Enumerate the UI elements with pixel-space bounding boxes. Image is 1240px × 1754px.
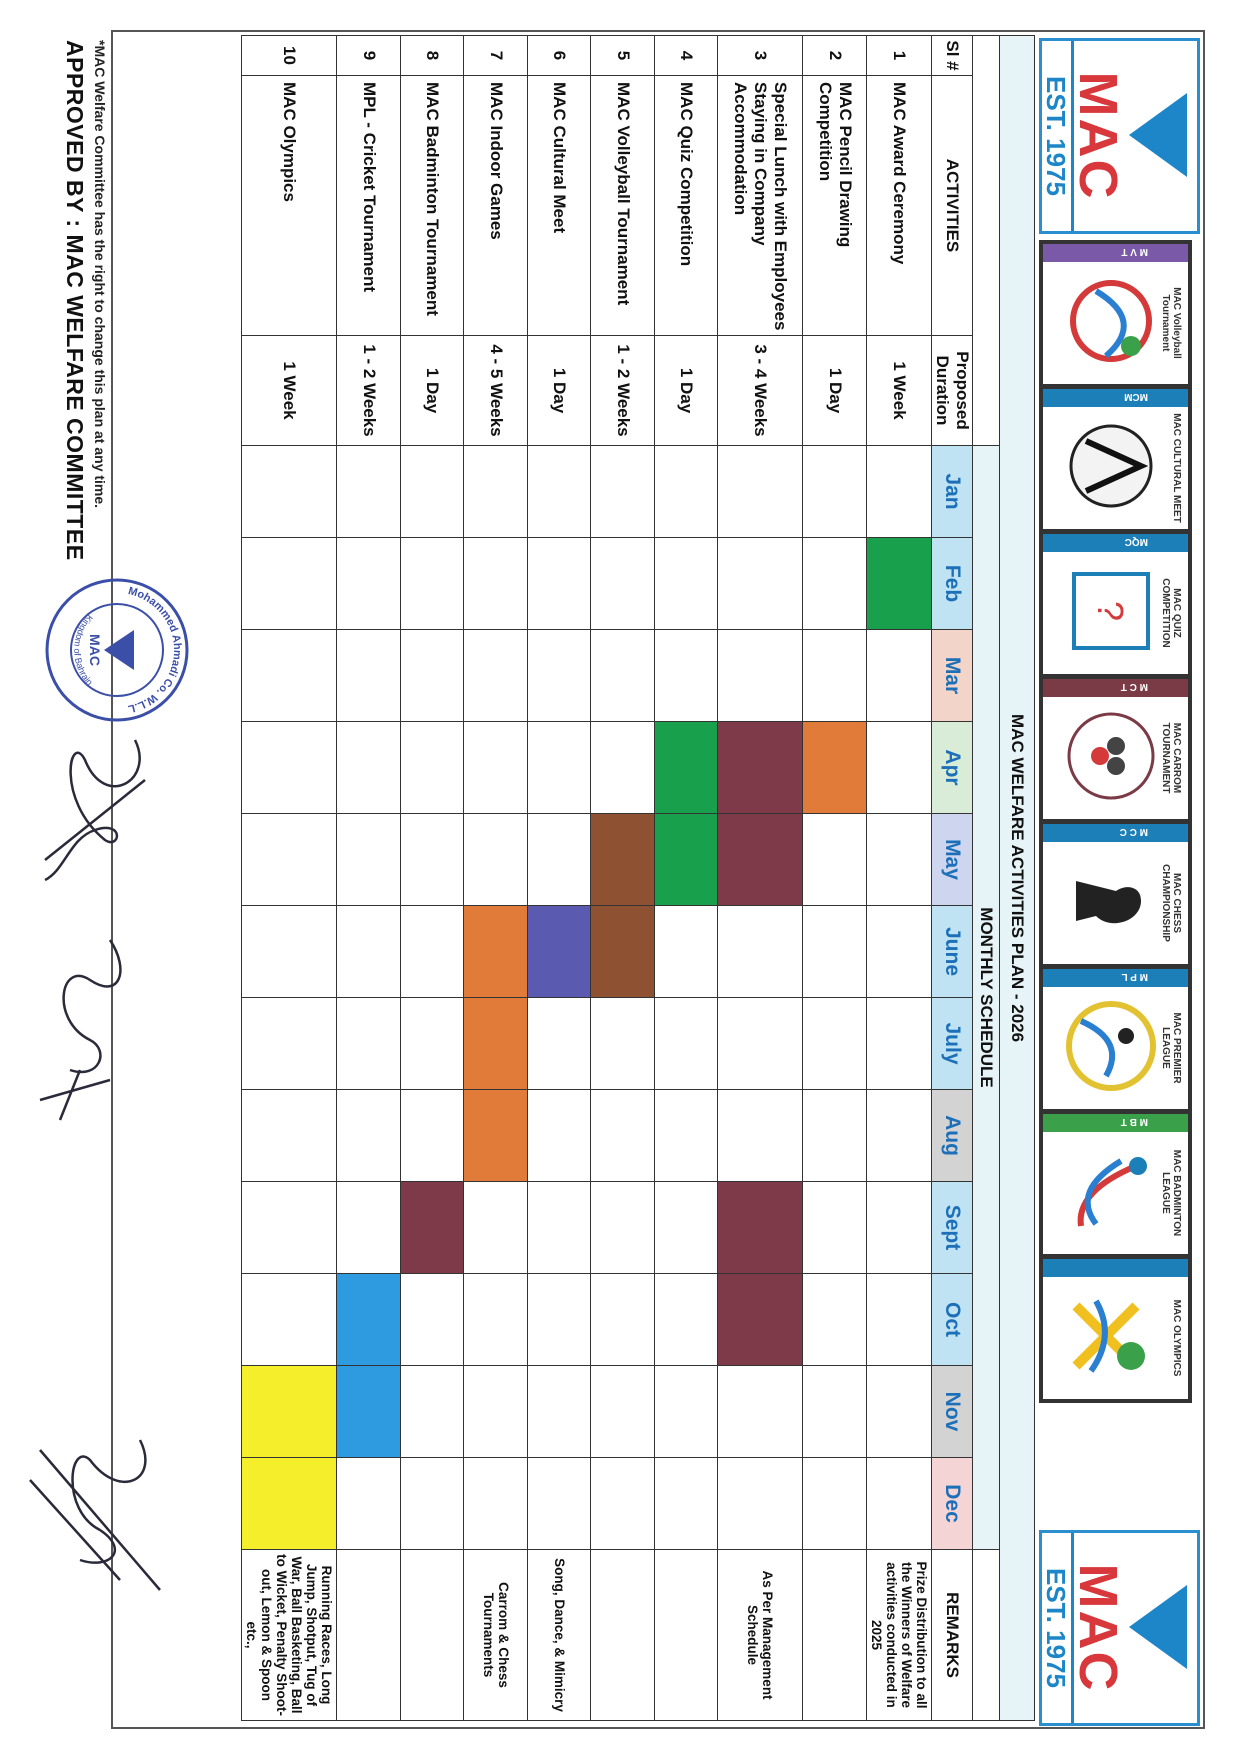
schedule-cell-active: [242, 1458, 337, 1550]
activities-header: ACTIVITIES: [932, 76, 973, 336]
month-header: July: [932, 998, 973, 1090]
schedule-cell: [464, 814, 528, 906]
schedule-cell: [655, 446, 719, 538]
schedule-cell: [591, 630, 655, 722]
schedule-cell-active: [655, 722, 719, 814]
schedule-cell: [867, 1182, 932, 1274]
schedule-cell: [337, 446, 401, 538]
row-activity-name: MAC Badminton Tournament: [401, 76, 465, 336]
schedule-cell: [337, 814, 401, 906]
schedule-cell: [337, 1458, 401, 1550]
mac-logo-right: MAC EST. 1975: [1039, 1530, 1200, 1726]
schedule-cell-active: [464, 998, 528, 1090]
schedule-cell: [401, 722, 465, 814]
row-sl-number: 5: [591, 36, 655, 76]
footnote: *MAC Welfare Committee has the right to change this plan at any time.: [92, 40, 108, 509]
schedule-cell: [528, 1090, 592, 1182]
event-badge: [1039, 1255, 1192, 1403]
schedule-cell: [401, 538, 465, 630]
schedule-cell: [591, 722, 655, 814]
badge-emblem-icon: [1051, 1136, 1166, 1246]
schedule-cell: [718, 538, 803, 630]
row-sl-number: 1: [867, 36, 932, 76]
schedule-cell: [337, 906, 401, 998]
row-duration: 1 Week: [867, 336, 932, 446]
schedule-cell: [401, 906, 465, 998]
badge-emblem-icon: [1051, 1281, 1166, 1391]
schedule-cell: [803, 1090, 867, 1182]
schedule-cell-active: [718, 722, 803, 814]
row-remarks: [591, 1550, 655, 1721]
event-badge: [1039, 820, 1192, 968]
schedule-cell: [867, 1458, 932, 1550]
schedule-cell: [464, 630, 528, 722]
badge-color-bar: [1043, 1259, 1188, 1277]
schedule-cell: [803, 1274, 867, 1366]
plan-subtitle: MONTHLY SCHEDULE: [973, 446, 1000, 1550]
schedule-cell: [591, 1182, 655, 1274]
schedule-cell: [867, 906, 932, 998]
row-remarks: Prize Distribution to all the Winners of Welfare activities conducted in 2025: [867, 1550, 932, 1721]
schedule-cell: [401, 1458, 465, 1550]
badge-code: M C T: [1120, 681, 1148, 692]
schedule-cell: [718, 1458, 803, 1550]
event-badge: [1039, 385, 1192, 533]
badge-emblem-icon: [1051, 556, 1166, 666]
row-duration: 1 - 2 Weeks: [591, 336, 655, 446]
schedule-cell: [464, 446, 528, 538]
row-activity-name: MAC Quiz Competition: [655, 76, 719, 336]
schedule-cell: [464, 538, 528, 630]
row-sl-number: 10: [242, 36, 337, 76]
event-badge: [1039, 675, 1192, 823]
schedule-cell: [867, 1090, 932, 1182]
schedule-cell-active: [655, 814, 719, 906]
schedule-cell: [718, 630, 803, 722]
schedule-cell: [242, 538, 337, 630]
schedule-cell-active: [718, 1274, 803, 1366]
schedule-cell-active: [591, 814, 655, 906]
schedule-cell: [464, 1274, 528, 1366]
schedule-cell: [464, 1458, 528, 1550]
badge-code: MQC: [1124, 536, 1148, 547]
approved-by: APPROVED BY : MAC WELFARE COMMITTEE: [62, 40, 88, 561]
schedule-cell-active: [242, 1366, 337, 1458]
row-activity-name: MAC Olympics: [242, 76, 337, 336]
schedule-cell: [803, 814, 867, 906]
row-sl-number: 8: [401, 36, 465, 76]
event-badge: [1039, 965, 1192, 1113]
schedule-cell-active: [718, 1182, 803, 1274]
activity-row: [242, 36, 337, 1721]
event-badge: [1039, 240, 1192, 388]
month-header: Feb: [932, 538, 973, 630]
schedule-cell-active: [464, 906, 528, 998]
badge-color-bar: [1043, 969, 1188, 987]
svg-text:Mohammed Ahmadi Co. W.L.L: Mohammed Ahmadi Co. W.L.L: [126, 585, 184, 715]
badge-code: MCM: [1124, 391, 1148, 402]
schedule-cell: [803, 538, 867, 630]
schedule-cell: [401, 1090, 465, 1182]
activity-row: [718, 36, 803, 1721]
schedule-cell-active: [528, 906, 592, 998]
schedule-cell-active: [591, 906, 655, 998]
badge-caption: MAC BADMINTON LEAGUE: [1160, 1149, 1182, 1237]
schedule-cell: [528, 1274, 592, 1366]
badge-code: M C C: [1119, 826, 1148, 837]
row-activity-name: MAC Cultural Meet: [528, 76, 592, 336]
row-activity-name: MAC Pencil Drawing Competition: [803, 76, 867, 336]
schedule-cell: [867, 814, 932, 906]
schedule-cell: [718, 446, 803, 538]
schedule-cell-active: [867, 538, 932, 630]
row-sl-number: 6: [528, 36, 592, 76]
row-activity-name: MPL - Cricket Tournament: [337, 76, 401, 336]
activity-row: [401, 36, 465, 1721]
schedule-cell: [867, 722, 932, 814]
badge-caption: MAC Volleyball Tournament: [1160, 287, 1182, 359]
schedule-cell: [401, 630, 465, 722]
schedule-cell: [401, 814, 465, 906]
badge-code: M P L: [1121, 971, 1148, 982]
row-sl-number: 3: [718, 36, 803, 76]
schedule-cell: [655, 630, 719, 722]
signature-1: [25, 720, 165, 890]
badge-color-bar: [1043, 1114, 1188, 1132]
schedule-cell: [464, 1366, 528, 1458]
month-header: Jan: [932, 446, 973, 538]
schedule-cell: [401, 998, 465, 1090]
schedule-cell: [655, 538, 719, 630]
row-remarks: Running Races, Long Jump, Shotput, Tug of War, Ball Basketing, Ball to Wicket, Penalty Shoot-out, Lemon & Spoon etc.,: [242, 1550, 337, 1721]
row-duration: 1 - 2 Weeks: [337, 336, 401, 446]
activity-row: [655, 36, 719, 1721]
schedule-cell: [337, 630, 401, 722]
company-stamp: [42, 575, 192, 725]
month-header: May: [932, 814, 973, 906]
schedule-cell: [401, 446, 465, 538]
schedule-cell-active: [337, 1366, 401, 1458]
row-duration: 1 Day: [803, 336, 867, 446]
schedule-cell: [242, 906, 337, 998]
schedule-cell: [655, 1366, 719, 1458]
row-remarks: [803, 1550, 867, 1721]
schedule-cell: [528, 814, 592, 906]
row-activity-name: Special Lunch with Employees Staying in Company Accommodation: [718, 76, 803, 336]
month-header: Nov: [932, 1366, 973, 1458]
schedule-cell: [655, 998, 719, 1090]
plan-title: MAC WELFARE ACTIVITIES PLAN - 2026: [1000, 36, 1035, 1721]
month-header: June: [932, 906, 973, 998]
schedule-cell: [803, 446, 867, 538]
schedule-cell: [242, 446, 337, 538]
activities-plan-table: [242, 35, 1036, 1721]
month-header: Oct: [932, 1274, 973, 1366]
badge-color-bar: [1043, 824, 1188, 842]
schedule-cell: [242, 998, 337, 1090]
schedule-cell: [337, 722, 401, 814]
schedule-cell: [401, 1274, 465, 1366]
activity-row: [337, 36, 401, 1721]
schedule-cell: [718, 906, 803, 998]
schedule-cell: [337, 1090, 401, 1182]
svg-text:Kingdom of Bahrain: Kingdom of Bahrain: [72, 612, 95, 688]
remarks-header: REMARKS: [932, 1550, 973, 1721]
schedule-cell: [803, 1458, 867, 1550]
schedule-cell-active: [718, 814, 803, 906]
signature-3: [20, 1420, 180, 1610]
schedule-cell: [401, 1366, 465, 1458]
row-sl-number: 9: [337, 36, 401, 76]
row-remarks: Carrom & Chess Tournaments: [464, 1550, 528, 1721]
badge-emblem-icon: [1051, 846, 1166, 956]
row-sl-number: 4: [655, 36, 719, 76]
activity-row: [591, 36, 655, 1721]
row-duration: 1 Week: [242, 336, 337, 446]
signature-2: [30, 930, 140, 1130]
badge-caption: MAC QUIZ COMPETITION: [1160, 578, 1182, 648]
row-remarks: Song, Dance, & Mimicry: [528, 1550, 592, 1721]
row-remarks: [655, 1550, 719, 1721]
schedule-cell: [528, 538, 592, 630]
activity-row: [803, 36, 867, 1721]
badge-code: M V T: [1121, 246, 1148, 257]
svg-text:MAC: MAC: [87, 634, 103, 666]
schedule-cell: [242, 814, 337, 906]
row-sl-number: 2: [803, 36, 867, 76]
badge-code: M B T: [1120, 1116, 1148, 1127]
duration-header: Proposed Duration: [932, 336, 973, 446]
badge-color-bar: [1043, 389, 1188, 407]
badge-caption: MAC CULTURAL MEET: [1171, 413, 1182, 523]
schedule-cell: [591, 1366, 655, 1458]
badge-color-bar: [1043, 679, 1188, 697]
schedule-cell: [242, 1274, 337, 1366]
schedule-cell: [337, 998, 401, 1090]
schedule-cell: [803, 1182, 867, 1274]
badge-emblem-icon: [1051, 411, 1166, 521]
row-duration: 3 - 4 Weeks: [718, 336, 803, 446]
row-sl-number: 7: [464, 36, 528, 76]
schedule-cell: [803, 1366, 867, 1458]
event-badge: [1039, 1110, 1192, 1258]
schedule-cell: [528, 1366, 592, 1458]
row-remarks: [401, 1550, 465, 1721]
schedule-cell: [803, 630, 867, 722]
schedule-cell: [242, 630, 337, 722]
month-header: Sept: [932, 1182, 973, 1274]
schedule-cell: [591, 1274, 655, 1366]
row-activity-name: MAC Indoor Games: [464, 76, 528, 336]
schedule-cell: [528, 998, 592, 1090]
activity-row: [464, 36, 528, 1721]
row-remarks: [337, 1550, 401, 1721]
schedule-cell: [528, 722, 592, 814]
month-header: Mar: [932, 630, 973, 722]
activity-row: [528, 36, 592, 1721]
badge-caption: MAC OLYMPICS: [1171, 1299, 1182, 1377]
month-header: Dec: [932, 1458, 973, 1550]
schedule-cell-active: [803, 722, 867, 814]
schedule-cell: [655, 906, 719, 998]
row-duration: 1 Day: [655, 336, 719, 446]
row-duration: 1 Day: [401, 336, 465, 446]
sl-header: Sl #: [932, 36, 973, 76]
row-duration: 4 - 5 Weeks: [464, 336, 528, 446]
event-badge: [1039, 530, 1192, 678]
schedule-cell: [867, 446, 932, 538]
schedule-cell: [718, 1090, 803, 1182]
schedule-cell: [655, 1458, 719, 1550]
schedule-cell: [718, 998, 803, 1090]
month-header: Aug: [932, 1090, 973, 1182]
schedule-cell: [803, 998, 867, 1090]
schedule-cell: [337, 1182, 401, 1274]
schedule-cell-active: [401, 1182, 465, 1274]
badge-caption: MAC PREMIER LEAGUE: [1160, 1012, 1182, 1084]
schedule-cell: [242, 1182, 337, 1274]
schedule-cell: [867, 1366, 932, 1458]
schedule-cell: [803, 906, 867, 998]
schedule-cell: [591, 538, 655, 630]
row-duration: 1 Day: [528, 336, 592, 446]
schedule-cell: [867, 630, 932, 722]
badge-emblem-icon: [1051, 266, 1166, 376]
schedule-cell: [528, 446, 592, 538]
row-activity-name: MAC Award Ceremony: [867, 76, 932, 336]
schedule-cell: [464, 1182, 528, 1274]
schedule-cell: [591, 1458, 655, 1550]
badge-caption: MAC CARROM TOURNAMENT: [1160, 722, 1182, 794]
schedule-cell: [242, 722, 337, 814]
schedule-cell: [655, 1182, 719, 1274]
svg-text:?: ?: [1090, 600, 1131, 622]
schedule-cell: [591, 998, 655, 1090]
schedule-cell: [591, 1090, 655, 1182]
badge-caption: MAC CHESS CHAMPIONSHIP: [1160, 864, 1182, 942]
schedule-cell: [867, 1274, 932, 1366]
mac-logo-left: MAC EST. 1975: [1039, 38, 1200, 234]
schedule-cell: [242, 1090, 337, 1182]
badge-color-bar: [1043, 244, 1188, 262]
schedule-cell-active: [464, 1090, 528, 1182]
schedule-cell: [867, 998, 932, 1090]
schedule-cell: [718, 1366, 803, 1458]
badge-emblem-icon: [1051, 991, 1166, 1101]
schedule-cell: [591, 446, 655, 538]
row-activity-name: MAC Volleyball Tournament: [591, 76, 655, 336]
schedule-cell-active: [337, 1274, 401, 1366]
badge-color-bar: [1043, 534, 1188, 552]
badge-emblem-icon: [1051, 701, 1166, 811]
schedule-cell: [528, 630, 592, 722]
schedule-cell: [337, 538, 401, 630]
schedule-cell: [528, 1182, 592, 1274]
schedule-cell: [464, 722, 528, 814]
row-remarks: As Per Management Schedule: [718, 1550, 803, 1721]
schedule-cell: [655, 1090, 719, 1182]
schedule-cell: [655, 1274, 719, 1366]
month-header: Apr: [932, 722, 973, 814]
activity-row: [867, 36, 932, 1721]
schedule-cell: [528, 1458, 592, 1550]
